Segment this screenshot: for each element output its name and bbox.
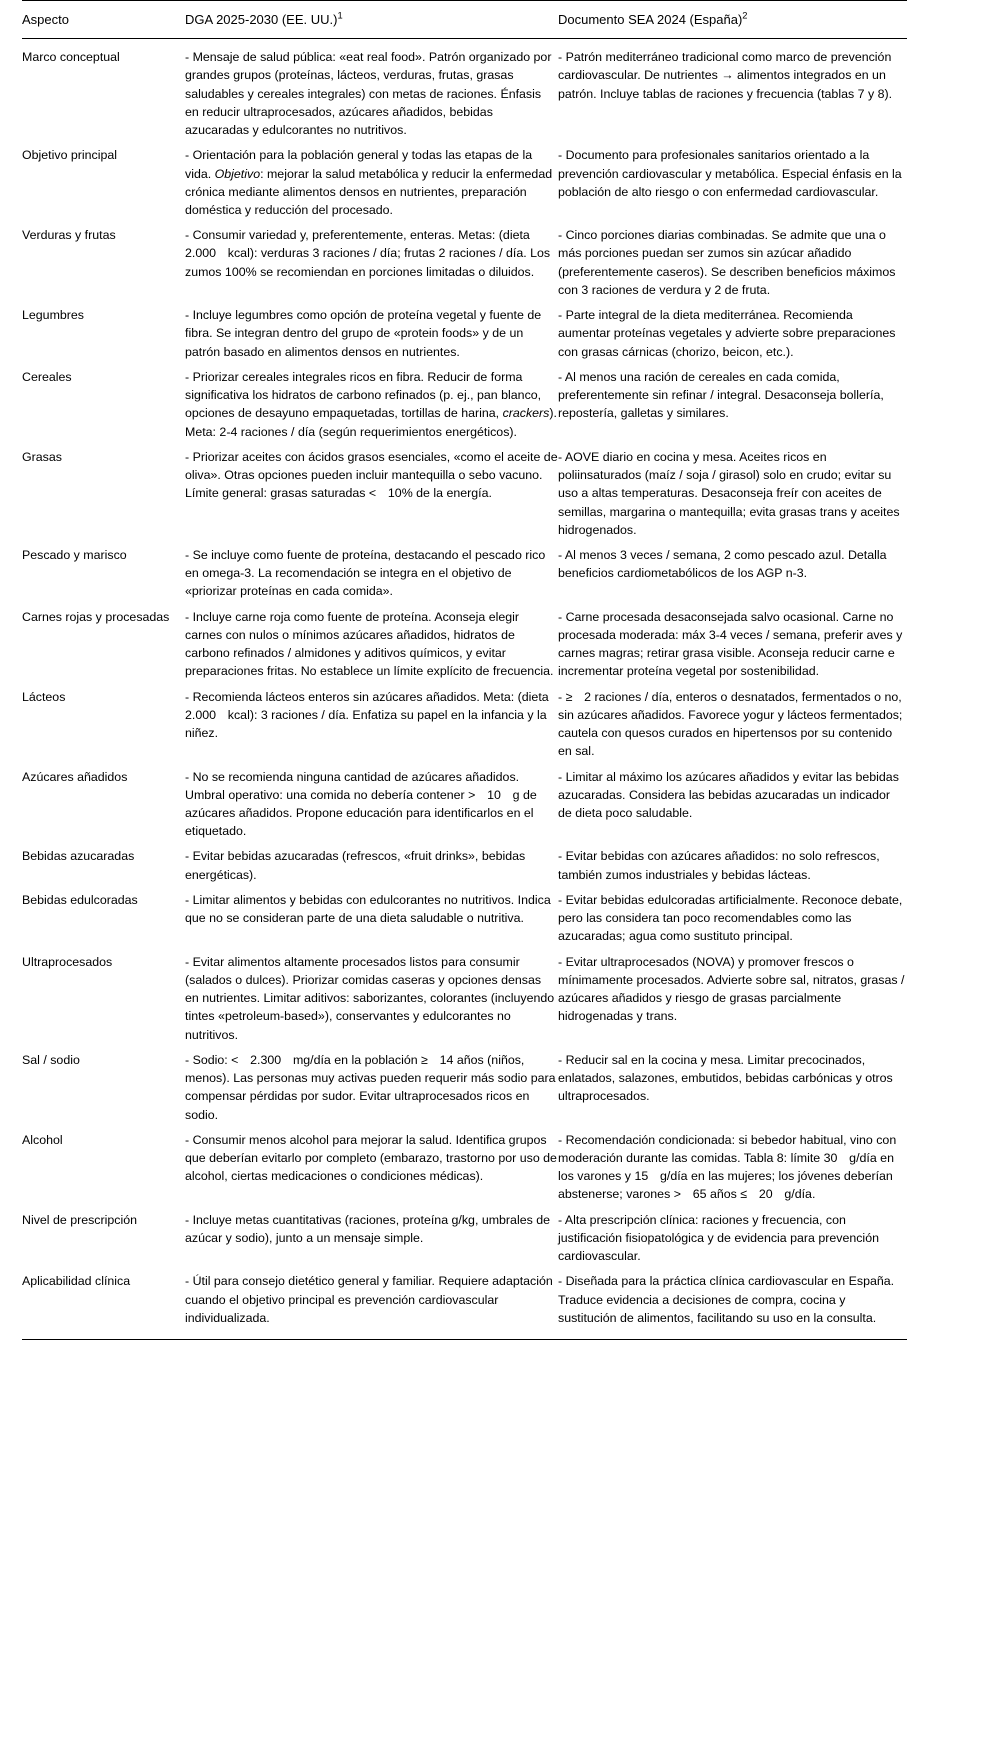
row-dga-content: - Recomienda lácteos enteros sin azúcares añadidos. Meta: (dieta 2.000 kcal): 3 raciones / día. Enfatiza su papel en la infancia y la niñez. — [185, 689, 549, 741]
row-dga-content: - Mensaje de salud pública: «eat real food». Patrón organizado por grandes grupos (proteínas, lácteos, verduras, frutas, grasas saludables y cereales integrales) con metas de raciones. Énfasis en reducir ultraprocesados, azúcares añadidos, bebidas azucaradas y edulcorantes no nutritivos. — [185, 50, 552, 138]
row-dga-content: - Evitar alimentos altamente procesados listos para consumir (salados o dulces). Priorizar comidas caseras y opciones densas en nutrientes. Limitar aditivos: saborizantes, colorantes (incluyendo tintes «petroleum-based»), conservantes y edulcorantes no nutritivos. — [185, 954, 555, 1042]
row-sea-content: - AOVE diario en cocina y mesa. Aceites ricos en poliinsaturados (maíz / soja / girasol) solo en crudo; evitar su uso a altas temperaturas. Desaconseja freír con aceites de semillas, margarina o mantequilla; evita grasas trans y aceites hidrogenados. — [558, 449, 900, 537]
table-row — [22, 1131, 907, 1211]
row-aspect-label: Objetivo principal — [22, 148, 118, 163]
column-header-sea-label: Documento SEA 2024 (España) — [558, 12, 743, 27]
row-aspect-label: Cereales — [22, 369, 72, 384]
column-header-sea — [558, 1, 907, 39]
row-aspect-label: Sal / sodio — [22, 1052, 80, 1067]
row-sea-content: - Evitar ultraprocesados (NOVA) y promover frescos o mínimamente procesados. Advierte sobre sal, nitratos, grasas / azúcares añadidos y riesgo de grasas parcialmente hidrogenadas y trans. — [558, 954, 905, 1024]
row-dga-content: - Incluye legumbres como opción de proteína vegetal y fuente de fibra. Se integran dentro del grupo de «protein foods» y de un patrón basado en alimentos densos en nutrientes. — [185, 308, 542, 359]
row-sea-content: - Carne procesada desaconsejada salvo ocasional. Carne no procesada moderada: máx 3-4 veces / semana, preferir aves y carnes magras; retirar grasa visible. Aconseja reducir carne e incrementar proteína vegetal por sostenibilidad. — [558, 609, 903, 679]
table-row — [22, 768, 907, 848]
row-aspect-label: Aplicabilidad clínica — [22, 1272, 185, 1339]
table-row — [22, 891, 907, 953]
row-dga-content: - Útil para consejo dietético general y familiar. Requiere adaptación cuando el objetivo principal es prevención cardiovascular individualizada. — [185, 1272, 558, 1339]
row-dga-content: - Incluye metas cuantitativas (raciones, proteína g/kg, umbrales de azúcar y sodio), junto a un mensaje simple. — [185, 1212, 551, 1245]
row-sea-content: - Patrón mediterráneo tradicional como marco de prevención cardiovascular. De nutrientes → alimentos integrados en un patrón. Incluye tablas de raciones y frecuencia (tablas 7 y 8). — [558, 50, 893, 101]
row-sea-content: - Evitar bebidas edulcoradas artificialmente. Reconoce debate, pero las considera tan poco recomendables como las azucaradas; agua como sustituto principal. — [558, 892, 903, 944]
row-dga-content: - Evitar bebidas azucaradas (refrescos, «fruit drinks», bebidas energéticas). — [185, 849, 526, 882]
table-row — [22, 146, 907, 226]
table-row — [22, 1211, 907, 1273]
table-row — [22, 368, 907, 448]
table-row — [22, 1272, 907, 1339]
row-dga-content: - Consumir variedad y, preferentemente, enteras. Metas: (dieta 2.000 kcal): verduras 3 raciones / día; frutas 2 raciones / día. Los zumos 100% se recomiendan en porciones limitadas o diluidos. — [185, 228, 551, 279]
row-dga-content: - Consumir menos alcohol para mejorar la salud. Identifica grupos que deberían evitarlo por completo (embarazo, trastorno por uso de alcohol, ciertas medicaciones o condiciones médicas). — [185, 1132, 557, 1184]
table-header-row — [22, 1, 907, 39]
row-dga-content: - Sodio: < 2.300 mg/día en la población ≥ 14 años (niños, menos). Las personas muy activas pueden requerir más sodio para compensar pérdidas por sudor. Evitar ultraprocesados ricos en sodio. — [185, 1052, 556, 1122]
table-row — [22, 688, 907, 768]
row-aspect-label: Pescado y marisco — [22, 547, 127, 562]
column-header-dga-label: DGA 2025-2030 (EE. UU.) — [185, 12, 338, 27]
row-sea-content: - Evitar bebidas con azúcares añadidos: no solo refrescos, también zumos industriales y bebidas lácteas. — [558, 849, 880, 882]
row-aspect-label: Nivel de prescripción — [22, 1212, 138, 1227]
column-header-dga — [185, 1, 558, 39]
row-aspect-label: Bebidas edulcoradas — [22, 892, 138, 907]
table-row — [22, 306, 907, 368]
table-body — [22, 39, 907, 1340]
row-aspect-label: Bebidas azucaradas — [22, 849, 135, 864]
table-row — [22, 226, 907, 306]
column-header-aspect-label: Aspecto — [22, 12, 69, 27]
row-aspect-label: Azúcares añadidos — [22, 769, 128, 784]
comparison-table — [22, 0, 907, 1340]
row-aspect-label: Lácteos — [22, 689, 66, 704]
row-sea-content: - ≥ 2 raciones / día, enteros o desnatados, fermentados o no, sin azúcares añadidos. Favorece yogur y lácteos fermentados; cautela con quesos curados en hipertensos por su contenido en sal. — [558, 689, 903, 759]
row-dga-content: - No se recomienda ninguna cantidad de azúcares añadidos. Umbral operativo: una comida no debería contener > 10 g de azúcares añadidos. Propone educación para identificarlos en el etiquetado. — [185, 769, 537, 839]
row-sea-content: - Al menos una ración de cereales en cada comida, preferentemente sin refinar / integral. Desaconseja bollería, repostería, galletas y similares. — [558, 369, 884, 421]
row-sea-content: - Diseñada para la práctica clínica cardiovascular en España. Traduce evidencia a decisiones de compra, cocina y sustitución de alimentos, facilitando su uso en la consulta. — [558, 1272, 907, 1339]
row-dga-content: - Limitar alimentos y bebidas con edulcorantes no nutritivos. Indica que no se consideran parte de una dieta saludable o nutritiva. — [185, 892, 551, 926]
row-sea-content: - Alta prescripción clínica: raciones y frecuencia, con justificación fisiopatológica y de evidencia para prevención cardiovascular. — [558, 1212, 879, 1264]
row-dga-content: - Se incluye como fuente de proteína, destacando el pescado rico en omega-3. La recomendación se integra en el objetivo de «priorizar proteínas en cada comida». — [185, 547, 546, 599]
row-aspect-label: Verduras y frutas — [22, 228, 116, 243]
row-sea-content: - Limitar al máximo los azúcares añadidos y evitar las bebidas azucaradas. Considera las bebidas azucaradas un indicador de dieta poco saludable. — [558, 769, 899, 821]
row-aspect-label: Grasas — [22, 449, 62, 464]
footnote-marker-1: 1 — [337, 10, 343, 21]
table-row — [22, 39, 907, 147]
row-dga-content: - Priorizar aceites con ácidos grasos esenciales, «como el aceite de oliva». Otras opciones pueden incluir mantequilla o sebo vacuno. Límite general: grasas saturadas < 10% de la energía. — [185, 449, 558, 501]
table-row — [22, 448, 907, 546]
table-row — [22, 1051, 907, 1131]
row-dga-content: - Priorizar cereales integrales ricos en fibra. Reducir de forma significativa los hidratos de carbono refinados (p. ej., pan blanco, opciones de desayuno empaquetadas, tortillas de harina, crackers). Meta: 2-4 raciones / día (según requerimientos energéticos). — [185, 369, 557, 439]
table-header — [22, 1, 907, 39]
row-dga-content: - Incluye carne roja como fuente de proteína. Aconseja elegir carnes con nulos o mínimos azúcares añadidos, hidratos de carbono refinados / almidones y aditivos químicos, y evitar preparaciones fritas. No establece un límite explícito de frecuencia. — [185, 609, 554, 679]
row-sea-content: - Cinco porciones diarias combinadas. Se admite que una o más porciones puedan ser zumos sin azúcar añadido (preferentemente caseros). Se describen beneficios máximos con 3 raciones de verdura y 2 de fruta. — [558, 228, 896, 297]
row-sea-content: - Al menos 3 veces / semana, 2 como pescado azul. Detalla beneficios cardiometabólicos de los AGP n-3. — [558, 547, 887, 581]
row-sea-content: - Parte integral de la dieta mediterránea. Recomienda aumentar proteínas vegetales y advierte sobre preparaciones con grasas cárnicas (chorizo, beicon, etc.). — [558, 308, 896, 359]
row-aspect-label: Marco conceptual — [22, 50, 120, 65]
table-row — [22, 847, 907, 890]
row-aspect-label: Alcohol — [22, 1132, 63, 1147]
table-row — [22, 546, 907, 608]
row-sea-content: - Reducir sal en la cocina y mesa. Limitar precocinados, enlatados, salazones, embutidos, bebidas carbónicas y otros ultraprocesados. — [558, 1052, 893, 1104]
row-sea-content: - Documento para profesionales sanitarios orientado a la prevención cardiovascular y metabólica. Especial énfasis en la población de alto riesgo o con enfermedad cardiovascular. — [558, 148, 902, 199]
row-sea-content: - Recomendación condicionada: si bebedor habitual, vino con moderación durante las comidas. Tabla 8: límite 30 g/día en los varones y 15 g/día en las mujeres; los jóvenes deberían abstenerse; varones > 65 años ≤ 20 g/día. — [558, 1132, 897, 1202]
table-row — [22, 953, 907, 1051]
column-header-aspect — [22, 1, 185, 39]
row-aspect-label: Carnes rojas y procesadas — [22, 609, 170, 624]
footnote-marker-2: 2 — [742, 10, 748, 21]
row-aspect-label: Legumbres — [22, 308, 84, 323]
row-aspect-label: Ultraprocesados — [22, 954, 113, 969]
table-row — [22, 608, 907, 688]
row-dga-content: - Orientación para la población general y todas las etapas de la vida. Objetivo: mejorar la salud metabólica y reducir la enfermedad crónica mediante alimentos densos en nutrientes, preparación doméstica y reducción del procesado. — [185, 148, 553, 217]
